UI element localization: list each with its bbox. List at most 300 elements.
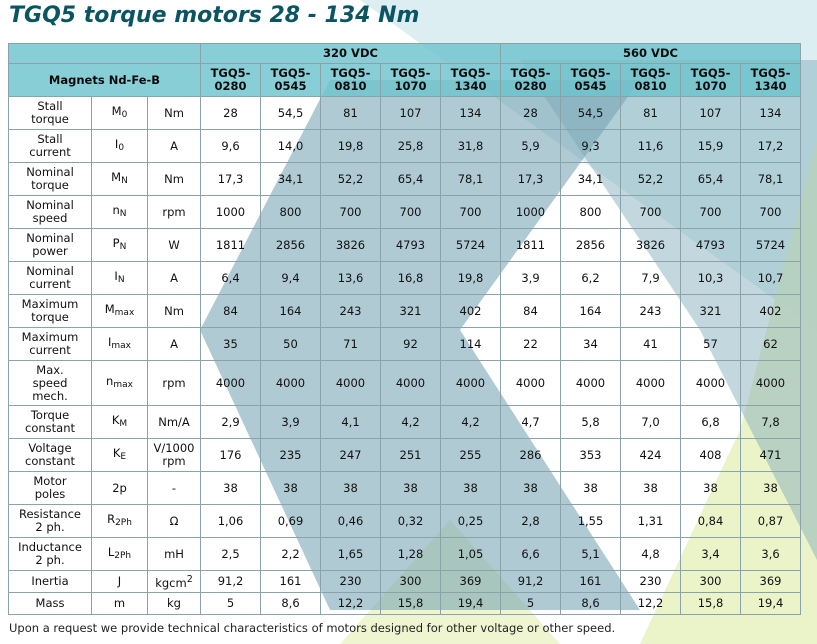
parameter-name-line: Nominal [26,264,74,278]
table-row [9,571,801,593]
parameter-name-line: Maximum [21,330,79,344]
unit-text: A [170,138,178,153]
value-cell: 1000 [501,196,561,229]
value-cell: 38 [561,472,621,505]
symbol-subscript: max [113,379,133,390]
value-cell: 700 [741,196,801,229]
parameter-name-line: poles [34,487,66,501]
value-cell: 6,2 [561,262,621,295]
parameter-name [9,196,92,229]
parameter-name-line: Maximum [21,297,79,311]
model-name-part: TGQ5- [450,66,491,80]
symbol-base: J [117,574,122,588]
parameter-symbol [92,295,148,328]
model-header [501,64,561,97]
voltage-group-header: 560 VDC [501,44,801,64]
value-cell: 243 [321,295,381,328]
parameter-name [9,97,92,130]
parameter-unit [148,196,201,229]
value-cell: 800 [561,196,621,229]
value-cell: 25,8 [381,130,441,163]
value-cell: 300 [381,571,441,593]
value-cell: 4793 [681,229,741,262]
value-cell: 54,5 [561,97,621,130]
spec-table [8,43,801,615]
value-cell: 81 [621,97,681,130]
value-cell: 5 [501,593,561,615]
symbol-subscript: M [119,418,128,429]
value-cell: 10,7 [741,262,801,295]
value-cell: 114 [441,328,501,361]
value-cell: 230 [621,571,681,593]
unit-text: mH [164,546,184,561]
parameter-name [9,593,92,615]
model-header [621,64,681,97]
symbol-base: I [114,136,119,151]
value-cell: 0,69 [261,505,321,538]
value-cell: 65,4 [381,163,441,196]
parameter-name-line: Motor [33,474,67,488]
parameter-unit [148,262,201,295]
value-cell: 17,3 [201,163,261,196]
value-cell: 0,46 [321,505,381,538]
value-cell: 369 [441,571,501,593]
value-cell: 6,8 [681,406,741,439]
table-row [9,361,801,406]
model-name-part: 0280 [514,79,547,93]
parameter-symbol [92,196,148,229]
table-row [9,538,801,571]
value-cell: 6,6 [501,538,561,571]
value-cell: 321 [381,295,441,328]
symbol-subscript: 0 [118,142,125,153]
value-cell: 3,9 [261,406,321,439]
model-header [201,64,261,97]
value-cell: 17,3 [501,163,561,196]
value-cell: 243 [621,295,681,328]
value-cell: 5,8 [561,406,621,439]
unit-text: Nm [164,303,184,318]
value-cell: 38 [441,472,501,505]
value-cell: 8,6 [561,593,621,615]
value-cell: 4000 [441,361,501,406]
value-cell: 4,1 [321,406,381,439]
symbol-subscript: 2Ph [115,517,132,528]
value-cell: 4000 [201,361,261,406]
unit-text: kgcm [155,575,187,590]
unit-text: kg [167,596,181,610]
model-name-part: 0280 [214,79,247,93]
value-cell: 92 [381,328,441,361]
parameter-unit [148,406,201,439]
parameter-symbol [92,593,148,615]
table-row [9,196,801,229]
parameter-name-line: speed [32,375,68,390]
value-cell: 91,2 [501,571,561,593]
value-cell: 0,25 [441,505,501,538]
unit-text: Ω [169,513,179,528]
value-cell: 7,0 [621,406,681,439]
parameter-symbol [92,130,148,163]
parameter-unit [148,439,201,472]
value-cell: 4,8 [621,538,681,571]
unit-text: rpm [162,375,186,390]
parameter-name [9,406,92,439]
value-cell: 1,31 [621,505,681,538]
value-cell: 7,9 [621,262,681,295]
parameter-name [9,262,92,295]
parameter-symbol [92,538,148,571]
model-name-part: 0545 [274,79,307,93]
unit-text: rpm [162,204,186,219]
parameter-unit [148,130,201,163]
value-cell: 4000 [741,361,801,406]
model-name-part: 0545 [574,79,607,93]
parameter-symbol [92,571,148,593]
value-cell: 52,2 [321,163,381,196]
model-header [681,64,741,97]
model-name-part: 1070 [394,79,427,93]
value-cell: 700 [321,196,381,229]
value-cell: 4000 [681,361,741,406]
value-cell: 78,1 [741,163,801,196]
value-cell: 12,2 [321,593,381,615]
footnote: Upon a request we provide technical characteristics of motors designed for other voltage or other speed. [9,621,616,635]
value-cell: 4,2 [441,406,501,439]
parameter-name-line: constant [25,421,75,435]
parameter-name-line: Nominal [26,165,74,179]
value-cell: 700 [381,196,441,229]
model-name-part: TGQ5- [390,66,431,80]
value-cell: 0,87 [741,505,801,538]
parameter-name-line: mech. [32,388,68,403]
parameter-name [9,229,92,262]
table-row [9,505,801,538]
symbol-base: K [111,412,120,427]
symbol-subscript: 2Ph [114,550,132,561]
value-cell: 471 [741,439,801,472]
value-cell: 1811 [501,229,561,262]
voltage-group-header: 320 VDC [201,44,501,64]
page-title: TGQ5 torque motors 28 - 134 Nm [9,3,420,28]
value-cell: 700 [681,196,741,229]
parameter-unit [148,505,201,538]
table-row [9,229,801,262]
header-row-voltage [9,44,801,64]
value-cell: 1000 [201,196,261,229]
model-name-part: TGQ5- [630,66,671,80]
parameter-symbol [92,97,148,130]
parameter-symbol [92,229,148,262]
value-cell: 700 [621,196,681,229]
value-cell: 17,2 [741,130,801,163]
value-cell: 38 [621,472,681,505]
parameter-name [9,130,92,163]
value-cell: 800 [261,196,321,229]
unit-text: A [170,336,178,351]
symbol-subscript: 0 [121,109,128,120]
parameter-unit [148,163,201,196]
parameter-name-line: Voltage [28,441,72,455]
parameter-symbol [92,505,148,538]
value-cell: 22 [501,328,561,361]
symbol-base: n [112,202,120,217]
value-cell: 5,1 [561,538,621,571]
symbol-base: M [111,103,122,118]
symbol-subscript: max [114,307,135,318]
symbol-base: M [104,301,115,316]
unit-text: Nm [164,105,184,120]
value-cell: 14,0 [261,130,321,163]
parameter-unit [148,97,201,130]
unit-text: W [168,237,180,252]
parameter-symbol [92,163,148,196]
value-cell: 12,2 [621,593,681,615]
value-cell: 15,9 [681,130,741,163]
parameter-name-line: Max. [36,362,64,377]
symbol-base: 2p [112,480,127,495]
model-name-part: TGQ5- [570,66,611,80]
parameter-name-line: 2 ph. [35,520,65,534]
table-row [9,97,801,130]
parameter-unit [148,295,201,328]
symbol-base: m [113,596,126,610]
table-row [9,262,801,295]
value-cell: 134 [741,97,801,130]
value-cell: 38 [261,472,321,505]
value-cell: 402 [441,295,501,328]
parameter-name [9,361,92,406]
parameter-name-line: Resistance [19,507,81,521]
symbol-subscript: max [111,340,131,351]
parameter-name-line: power [32,244,68,258]
model-header [561,64,621,97]
header-row-models [9,64,801,97]
value-cell: 408 [681,439,741,472]
value-cell: 700 [441,196,501,229]
value-cell: 4000 [561,361,621,406]
value-cell: 2,9 [201,406,261,439]
value-cell: 5724 [741,229,801,262]
value-cell: 4000 [621,361,681,406]
table-row [9,593,801,615]
parameter-name-line: torque [31,310,69,324]
value-cell: 19,4 [441,593,501,615]
value-cell: 9,3 [561,130,621,163]
value-cell: 13,6 [321,262,381,295]
value-cell: 5 [201,593,261,615]
parameter-name-line: speed [32,211,68,225]
symbol-base: I [107,334,112,349]
value-cell: 424 [621,439,681,472]
parameter-unit [148,361,201,406]
value-cell: 4000 [381,361,441,406]
parameter-symbol [92,361,148,406]
value-cell: 164 [261,295,321,328]
model-name-part: TGQ5- [750,66,791,80]
header-blank-cell [9,44,201,64]
value-cell: 3826 [621,229,681,262]
parameter-name-line: Stall [37,99,63,113]
value-cell: 34 [561,328,621,361]
value-cell: 2,2 [261,538,321,571]
value-cell: 230 [321,571,381,593]
value-cell: 31,8 [441,130,501,163]
value-cell: 78,1 [441,163,501,196]
unit-superscript: 2 [186,574,193,586]
parameter-name [9,538,92,571]
value-cell: 161 [561,571,621,593]
value-cell: 38 [381,472,441,505]
symbol-base: K [112,445,121,460]
model-header [261,64,321,97]
value-cell: 353 [561,439,621,472]
symbol-base: L [107,544,115,559]
value-cell: 247 [321,439,381,472]
value-cell: 34,1 [561,163,621,196]
value-cell: 2856 [261,229,321,262]
parameter-name-line: Inertia [31,574,69,588]
value-cell: 0,32 [381,505,441,538]
value-cell: 1811 [201,229,261,262]
symbol-subscript: N [119,208,127,219]
parameter-name-line: Torque [30,408,70,422]
parameter-name-line: Nominal [26,231,74,245]
model-header [321,64,381,97]
value-cell: 321 [681,295,741,328]
value-cell: 41 [621,328,681,361]
model-name-part: 0810 [634,79,667,93]
parameter-name-line: current [29,343,71,357]
value-cell: 19,8 [441,262,501,295]
parameter-name [9,439,92,472]
unit-text: A [170,270,178,285]
parameter-name [9,328,92,361]
model-name-part: TGQ5- [210,66,251,80]
value-cell: 0,84 [681,505,741,538]
table-row [9,406,801,439]
value-cell: 4000 [261,361,321,406]
parameter-name [9,472,92,505]
unit-text: Nm/A [158,414,190,429]
parameter-unit [148,593,201,615]
symbol-base: M [111,169,122,184]
parameter-name [9,163,92,196]
value-cell: 3,4 [681,538,741,571]
table-row [9,130,801,163]
model-name-part: TGQ5- [690,66,731,80]
value-cell: 10,3 [681,262,741,295]
symbol-base: R [107,511,116,526]
value-cell: 5724 [441,229,501,262]
value-cell: 4,2 [381,406,441,439]
value-cell: 369 [741,571,801,593]
value-cell: 1,65 [321,538,381,571]
value-cell: 286 [501,439,561,472]
parameter-name-line: torque [31,178,69,192]
value-cell: 65,4 [681,163,741,196]
value-cell: 4793 [381,229,441,262]
parameter-name-line: constant [25,454,75,468]
value-cell: 2856 [561,229,621,262]
value-cell: 300 [681,571,741,593]
magnets-header: Magnets Nd-Fe-B [9,64,201,97]
value-cell: 28 [201,97,261,130]
value-cell: 38 [501,472,561,505]
value-cell: 84 [501,295,561,328]
value-cell: 1,55 [561,505,621,538]
value-cell: 5,9 [501,130,561,163]
value-cell: 52,2 [621,163,681,196]
value-cell: 9,6 [201,130,261,163]
parameter-symbol [92,262,148,295]
model-name-part: 1340 [754,79,787,93]
unit-text: - [171,480,177,495]
symbol-base: P [112,235,120,250]
parameter-unit [148,328,201,361]
value-cell: 35 [201,328,261,361]
value-cell: 134 [441,97,501,130]
value-cell: 6,4 [201,262,261,295]
unit-text: Nm [164,171,184,186]
parameter-unit [148,571,201,593]
model-name-part: 0810 [334,79,367,93]
value-cell: 50 [261,328,321,361]
value-cell: 3,6 [741,538,801,571]
value-cell: 1,28 [381,538,441,571]
table-row [9,163,801,196]
value-cell: 38 [681,472,741,505]
parameter-name-line: torque [31,112,69,126]
value-cell: 107 [381,97,441,130]
parameter-name [9,571,92,593]
value-cell: 2,5 [201,538,261,571]
value-cell: 38 [321,472,381,505]
value-cell: 19,4 [741,593,801,615]
model-header [381,64,441,97]
symbol-base: n [106,373,114,388]
parameter-name-line: current [29,277,71,291]
value-cell: 38 [741,472,801,505]
parameter-name [9,505,92,538]
value-cell: 38 [201,472,261,505]
value-cell: 91,2 [201,571,261,593]
value-cell: 57 [681,328,741,361]
value-cell: 3826 [321,229,381,262]
value-cell: 11,6 [621,130,681,163]
value-cell: 28 [501,97,561,130]
model-header [741,64,801,97]
parameter-symbol [92,406,148,439]
value-cell: 235 [261,439,321,472]
value-cell: 2,8 [501,505,561,538]
value-cell: 15,8 [381,593,441,615]
value-cell: 4000 [321,361,381,406]
model-name-part: TGQ5- [510,66,551,80]
parameter-name-line: Nominal [26,198,74,212]
parameter-name-line: Stall [37,132,63,146]
parameter-name-line: 2 ph. [35,553,65,567]
parameter-unit [148,538,201,571]
value-cell: 164 [561,295,621,328]
symbol-subscript: E [120,451,127,462]
value-cell: 9,4 [261,262,321,295]
value-cell: 255 [441,439,501,472]
parameter-name-line: Inductance [18,540,82,554]
value-cell: 176 [201,439,261,472]
value-cell: 3,9 [501,262,561,295]
parameter-name [9,295,92,328]
